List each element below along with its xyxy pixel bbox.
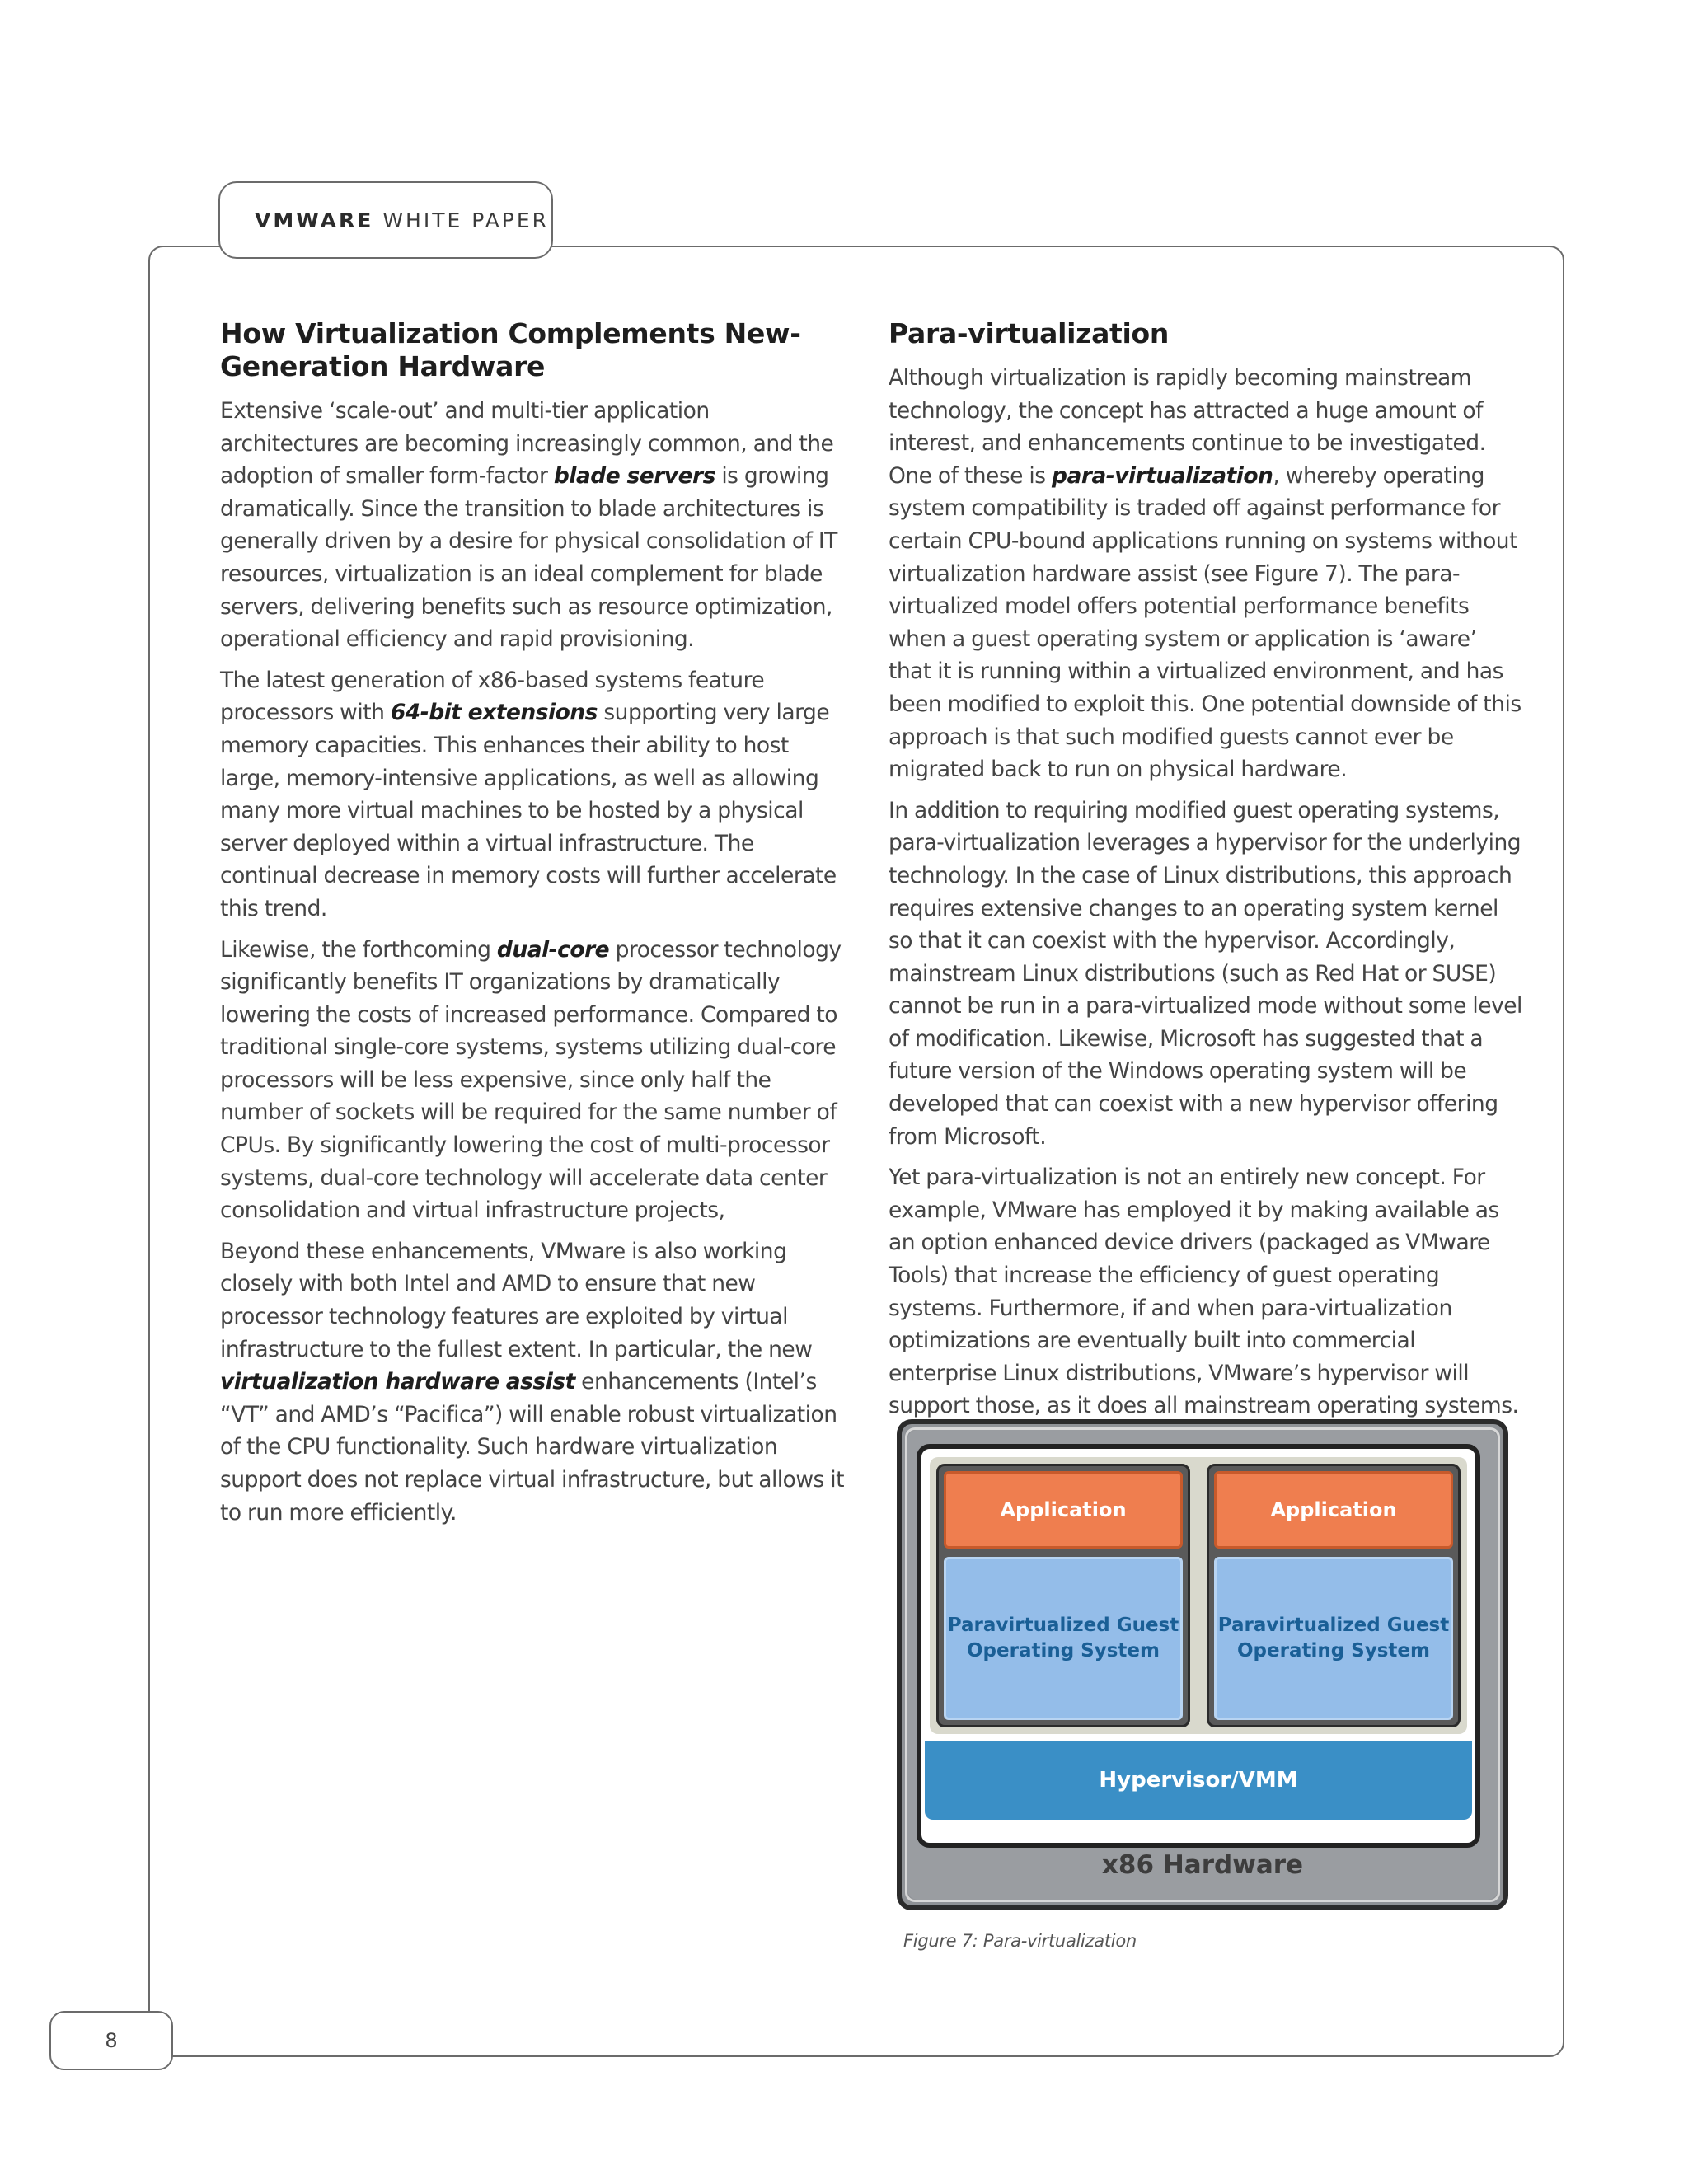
guest-os-label-right-1: Paravirtualized Guest: [1217, 1615, 1450, 1636]
guest-os-label-right-2: Operating System: [1236, 1640, 1430, 1661]
text-run: processor technology significantly benefits IT organizations by dramatically lowering the costs of increased performance. Compared to traditional single-core systems, systems utilizing dual-core processors will be less expensive, since only half the number of sockets will be required for the same number of CPUs. By significantly lowering the cost of multi-processor systems, dual-core technology will accelerate data center consolidation and virtual infrastructure projects,: [220, 936, 842, 1224]
guest-os-label-left-2: Operating System: [966, 1640, 1160, 1661]
guest-os-box-right: [1214, 1557, 1453, 1720]
text-run: enhancements (Intel’s “VT” and AMD’s “Pacifica”) will enable robust virtualization of the CPU functionality. Such hardware virtualization support does not replace virtual infrastructure, but allows it to run more efficiently.: [220, 1369, 845, 1526]
paragraph: [220, 1235, 851, 1529]
para-virtualization-diagram: [897, 1419, 1508, 1910]
text-run: Yet para-virtualization is not an entirely new concept. For example, VMware has employed it by making available as an option enhanced device drivers (packaged as VMware Tools) that increase the efficiency of guest operating systems. Furthermore, if and when para-virtualization optimizations are eventually built into commercial enterprise Linux distributions, VMware’s hypervisor will support those, as it does all mainstream operating systems.: [889, 1165, 1519, 1419]
text-run: is growing dramatically. Since the transition to blade architectures is generally driven by a desire for physical consolidation of IT resources, virtualization is an ideal complement for blade servers, delivering benefits such as resource optimization, operational efficiency and rapid provisioning.: [220, 463, 837, 653]
paragraph: [889, 794, 1523, 1154]
vm-area: [930, 1457, 1467, 1734]
paragraph: [220, 934, 851, 1227]
header-tab: [218, 181, 553, 259]
virtualization-layer: [917, 1444, 1480, 1848]
text-run: Extensive ‘scale-out’ and multi-tier application architectures are becoming increasingly common, and the adoption of smaller form-factor: [220, 398, 834, 490]
hypervisor-box: Hypervisor/VMM: [925, 1741, 1472, 1820]
guest-os-box-left: [944, 1557, 1183, 1720]
virtual-machine-right: [1207, 1464, 1461, 1727]
page-number: 8: [49, 2011, 173, 2070]
highlighted-term: blade servers: [553, 463, 715, 490]
left-column: [220, 317, 851, 1537]
text-run: The latest generation of x86-based systems feature processors with: [220, 667, 765, 726]
virtual-machine-left: [936, 1464, 1190, 1727]
paragraph: [220, 664, 851, 926]
highlighted-term: virtualization hardware assist: [220, 1369, 575, 1395]
highlighted-term: para-virtualization: [1051, 462, 1273, 489]
highlighted-term: dual-core: [496, 936, 610, 963]
highlighted-term: 64-bit extensions: [390, 700, 598, 726]
right-column: [889, 317, 1523, 1431]
application-box-right: Application: [1214, 1471, 1453, 1549]
text-run: Likewise, the forthcoming: [220, 936, 497, 963]
application-box-left: Application: [944, 1471, 1183, 1549]
text-run: , whereby operating system compatibility is traded off against performance for certain CPU-bound applications running on systems without virtualization hardware assist (see Figure 7). The para-virtualized model offers potential performance benefits when a guest operating system or application is ‘aware’ that it is running within a virtualized environment, and has been modified to exploit this. One potential downside of this approach is that such modified guests cannot ever be migrated back to run on physical hardware.: [889, 462, 1522, 783]
paragraph: [220, 395, 851, 656]
guest-os-label-left-1: Paravirtualized Guest: [947, 1615, 1179, 1636]
header-label: WHITE PAPER: [382, 208, 550, 232]
text-run: supporting very large memory capacities. This enhances their ability to host large, memory-intensive applications, as well as allowing many more virtual machines to be hosted by a physical server deployed within a virtual infrastructure. The continual decrease in memory costs will further accelerate this trend.: [220, 700, 837, 921]
text-run: In addition to requiring modified guest operating systems, para-virtualization leverages a hypervisor for the underlying technology. In the case of Linux distributions, this approach requires extensive changes to an operating system kernel so that it can coexist with the hypervisor. Accordingly, mainstream Linux distributions (such as Red Hat or SUSE) cannot be run in a para-virtualized mode without some level of modification. Likewise, Microsoft has suggested that a future version of the Windows operating system will be developed that can coexist with a new hypervisor offering from Microsoft.: [889, 797, 1522, 1150]
hardware-label: x86 Hardware: [1101, 1850, 1304, 1880]
paragraph: [889, 1161, 1523, 1422]
left-heading: How Virtualization Complements New-Generation Hardware: [220, 317, 801, 382]
right-body: [889, 362, 1523, 1422]
paragraph: [889, 362, 1523, 786]
text-run: Although virtualization is rapidly becoming mainstream technology, the concept has attracted a huge amount of interest, and enhancements continue to be investigated. One of these is: [889, 365, 1486, 489]
text-run: Beyond these enhancements, VMware is also working closely with both Intel and AMD to ensure that new processor technology features are exploited by virtual infrastructure to the fullest extent. In particular, the new: [220, 1238, 813, 1362]
header-brand: VMWARE: [255, 208, 374, 232]
right-heading: Para-virtualization: [889, 317, 1170, 349]
figure-caption: Figure 7: Para-virtualization: [903, 1931, 1137, 1951]
left-body: [220, 395, 851, 1529]
